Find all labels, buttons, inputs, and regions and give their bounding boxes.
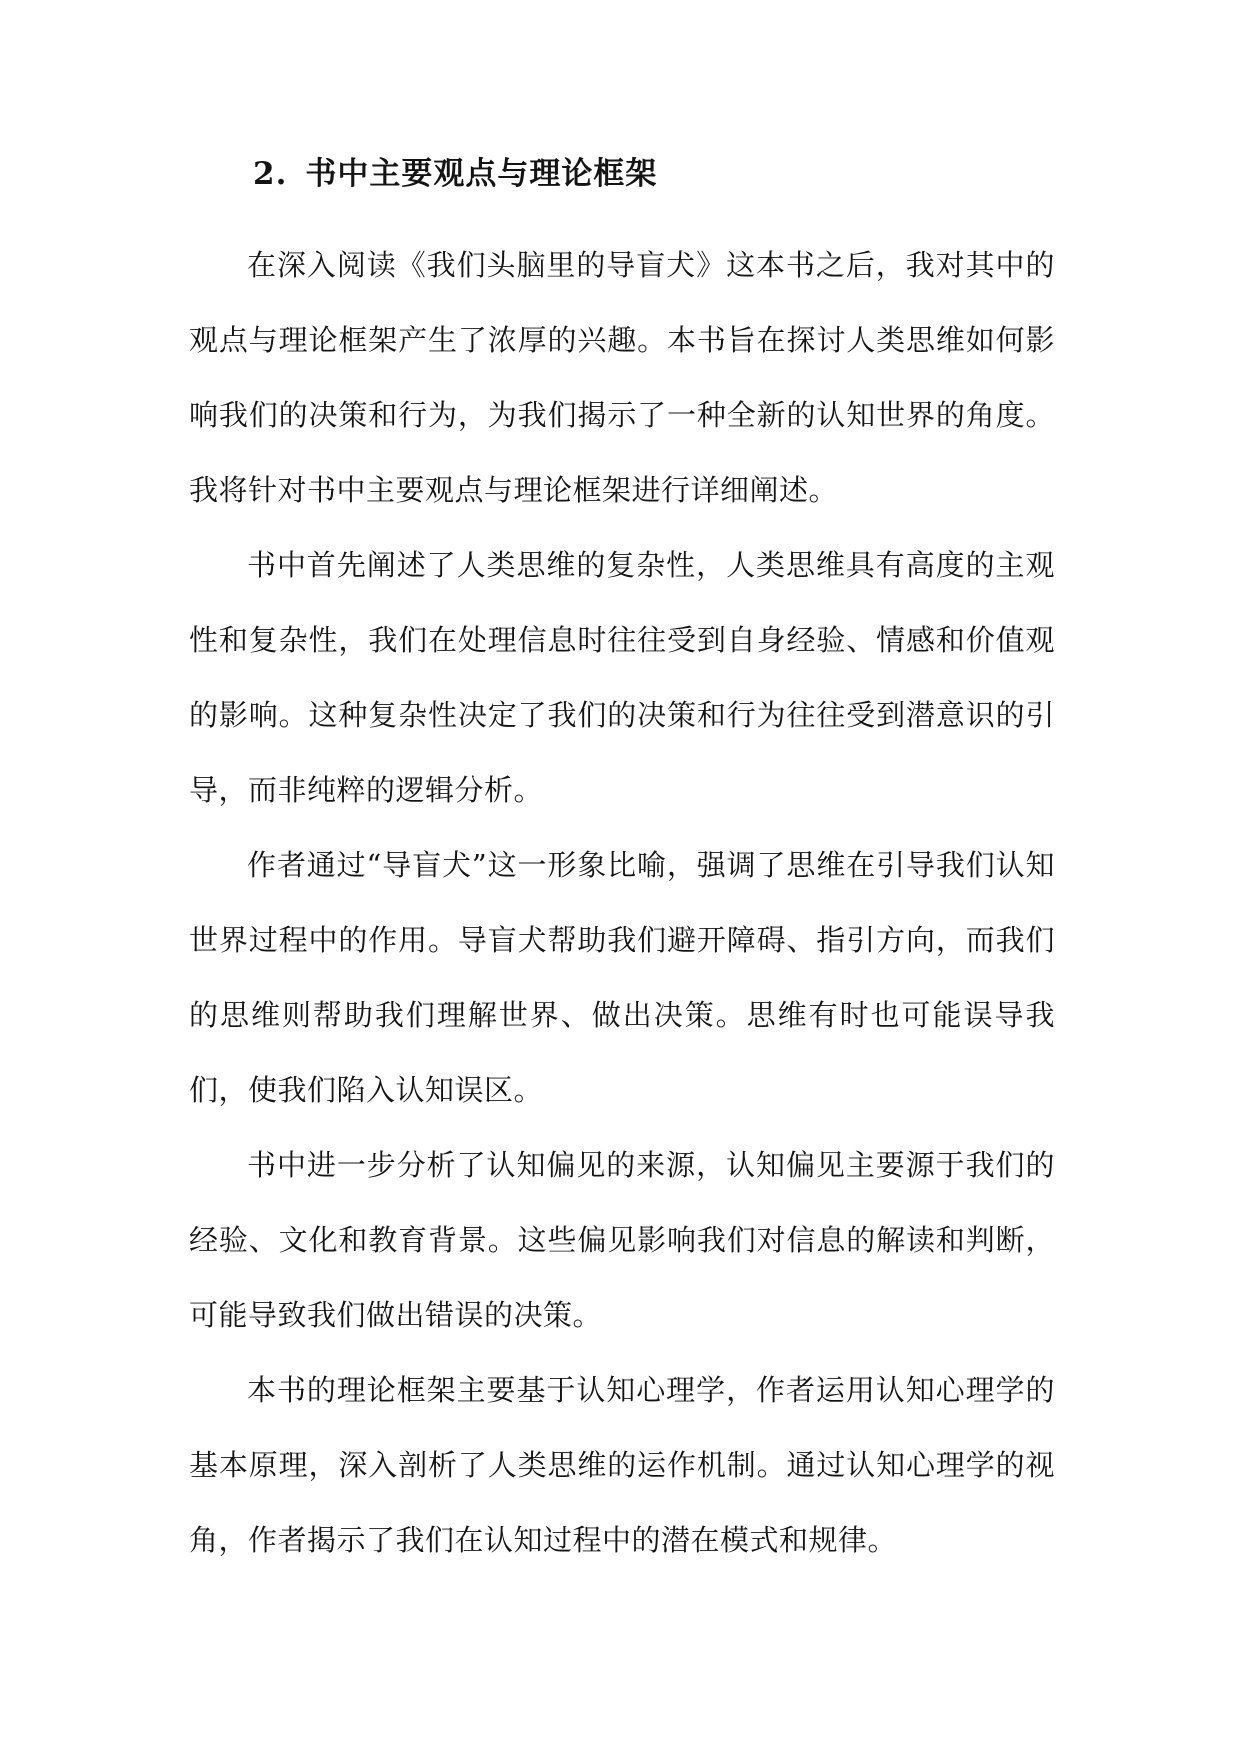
- paragraph: 作者通过“导盲犬”这一形象比喻，强调了思维在引导我们认知世界过程中的作用。导盲犬帮助我们避开障碍、指引方向，而我们的思维则帮助我们理解世界、做出决策。思维有时也可能误导我们，使我们陷入认知误区。: [189, 848, 1055, 1107]
- paragraph: 书中首先阐述了人类思维的复杂性，人类思维具有高度的主观性和复杂性，我们在处理信息时往往受到自身经验、情感和价值观的影响。这种复杂性决定了我们的决策和行为往往受到潜意识的引导，而非纯粹的逻辑分析。: [189, 548, 1055, 807]
- paragraph: 本书的理论框架主要基于认知心理学，作者运用认知心理学的基本原理，深入剖析了人类思维的运作机制。通过认知心理学的视角，作者揭示了我们在认知过程中的潜在模式和规律。: [189, 1373, 1055, 1557]
- section-number: 2.: [253, 156, 288, 192]
- section-heading: [253, 148, 657, 200]
- paragraph: 在深入阅读《我们头脑里的导盲犬》这本书之后，我对其中的观点与理论框架产生了浓厚的兴趣。本书旨在探讨人类思维如何影响我们的决策和行为，为我们揭示了一种全新的认知世界的角度。我将针对书中主要观点与理论框架进行详细阐述。: [189, 248, 1055, 507]
- document-body: [189, 228, 1055, 1578]
- section-title: 书中主要观点与理论框架: [305, 156, 658, 192]
- paragraph: 书中进一步分析了认知偏见的来源，认知偏见主要源于我们的经验、文化和教育背景。这些偏见影响我们对信息的解读和判断，可能导致我们做出错误的决策。: [189, 1148, 1055, 1332]
